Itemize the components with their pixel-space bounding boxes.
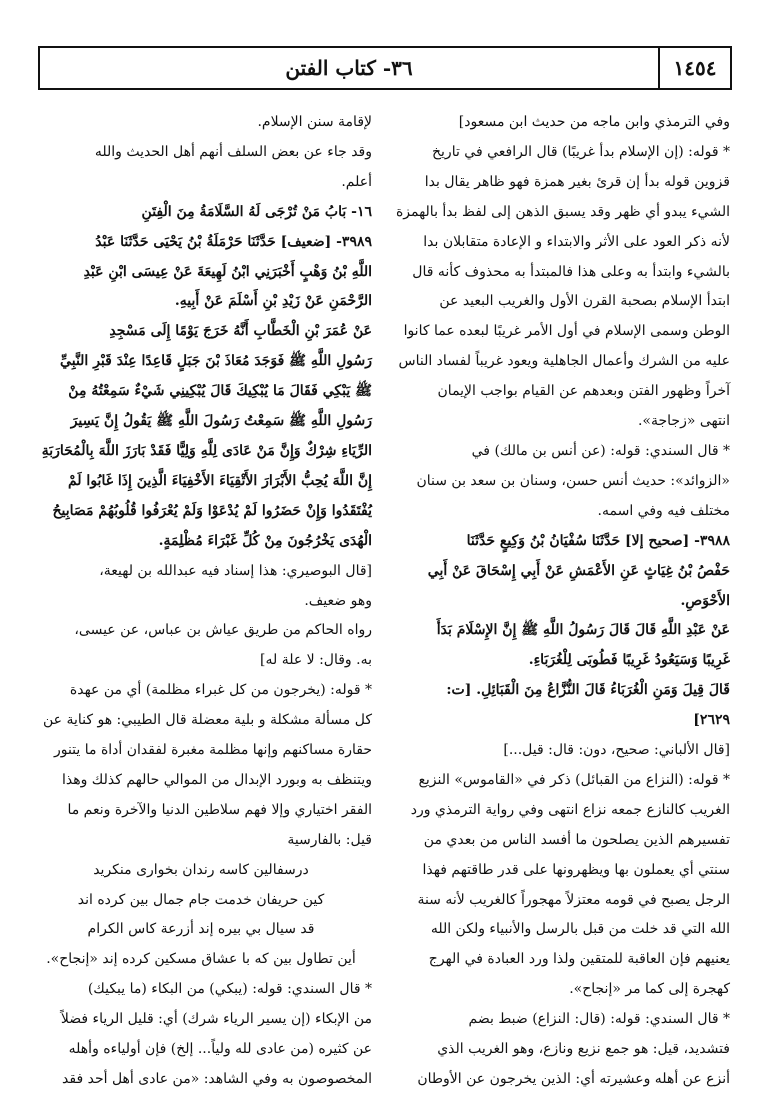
text-line: وقد جاء عن بعض السلف أنهم أهل الحديث والله [94, 143, 372, 160]
book-title: ٣٦- كتاب الفتن [285, 56, 413, 80]
text-line: المخصوصون به وفي الشاهد: «من عادى أهل أحد فقد [62, 1071, 372, 1087]
text-line: وهو ضعيف. [304, 592, 372, 609]
text-line: آخراً وظهور الفتن وبعدهم عن القيام بواجب الإيمان [437, 383, 730, 400]
text-line: كهجرة إلى كما مر «إنجاح». [569, 981, 730, 998]
text-line: لأنه ذكر العود على الأثر والابتداء و الإعادة متقابلان بدا [423, 233, 730, 250]
text-line: مختلف فيه وفي اسمه. [597, 502, 730, 519]
text-line: أعلم. [341, 173, 372, 190]
poem-line: قد سيال بي بيره إند أزرعة كاس الكرام [87, 921, 315, 938]
text-line: من الإبكاء (إن يسير الرياء شرك) أي: قليل الرياء فضلاً [60, 1011, 372, 1028]
text-line: سنتي أي يعملون بها ويظهرونها على قدر طاقتهم فهذا [422, 861, 730, 878]
hadith-line: إِنَّ اللَّهَ يُحِبُّ الأَبْرَارَ الأَتْقِيَاءَ الأَخْفِيَاءَ الَّذِينَ إِذَا غَابُوا لَمْ [67, 472, 372, 489]
commentary-line: * قال السندي: قوله: (يبكي) من البكاء (ما يبكيك) [87, 981, 372, 998]
hadith-line: الأَحْوَصِ. [680, 592, 730, 609]
text-line: لإقامة سنن الإسلام. [257, 114, 372, 130]
text-line: الرجل يصبح في قومه معتزلاً مهجوراً كالغريب لأنه سنة [417, 891, 730, 908]
hadith-line: عَنْ عَبْدِ اللَّهِ قَالَ قَالَ رَسُولُ اللَّهِ ﷺ إِنَّ الإِسْلَامَ بَدَأَ [436, 622, 730, 639]
hadith-line: قَالَ قِيلَ وَمَنِ الْغُرَبَاءُ قَالَ النُّزَّاعُ مِنَ الْقَبَائِلِ. [ت: [446, 682, 730, 699]
hadith-line: اللَّهِ بْنُ وَهْبٍ أَخْبَرَنِي ابْنُ لَهِيعَةَ عَنْ عِيسَى ابْنِ عَبْدِ [83, 263, 372, 280]
poem-line: أين تطاول بين كه با عشاق مسكين كرده إند «إنجاح». [46, 951, 356, 968]
text-line: ويتنظف به وبورد الإبدال من الموالي حالهم كذلك وهذا [61, 771, 372, 788]
text-line: فتشديد، قيل: هو جمع نزيع ونازع، وهو الغريب الذي [437, 1041, 730, 1058]
text-line: انتهى «زجاجة». [637, 413, 730, 430]
text-line: وفي الترمذي وابن ماجه من حديث ابن مسعود] [458, 114, 730, 130]
text-line: الوطن وسمى الإسلام في أول الأمر غريبًا لبعده عما كانوا [403, 323, 730, 340]
hadith-line: ٢٦٢٩] [693, 712, 730, 729]
grading-line: [قال الألباني: صحيح، دون: قال: قيل...] [503, 742, 730, 759]
text-line: «الزوائد»: حديث أنس حسن، وسنان بن سعد بن سنان [416, 472, 730, 489]
text-line: به. وقال: لا علة له] [260, 652, 372, 669]
hadith-line: غَرِيبًا وَسَيَعُودُ غَرِيبًا فَطُوبَى لِلْغُرَبَاءِ. [528, 652, 730, 669]
hadith-line: عَنْ عُمَرَ بْنِ الْخَطَّابِ أَنَّهُ خَرَجَ يَوْمًا إِلَى مَسْجِدِ [109, 323, 372, 340]
text-line: تفسيرهم الذين يصلحون ما أفسد الناس من بعدي من [423, 831, 730, 848]
page-number: ١٤٥٤ [658, 48, 730, 88]
commentary-line: * قوله: (النزاع من القبائل) ذكر في «القاموس» النزيع [418, 771, 730, 788]
hadith-line: الرِّيَاءِ شِرْكٌ وَإِنَّ مَنْ عَادَى لِلَّهِ وَلِيًّا فَقَدْ بَارَزَ اللَّهَ بِالْمُحَارَبَةِ [41, 442, 372, 459]
right-column [388, 108, 730, 1095]
hadith-line: رَسُولِ اللَّهِ ﷺ سَمِعْتُ رَسُولَ اللَّهِ ﷺ يَقُولُ إِنَّ يَسِيرَ [70, 413, 372, 430]
left-column [30, 108, 372, 1095]
hadith-line: حَفْصُ بْنُ غِيَاثٍ عَنِ الأَعْمَشِ عَنْ أَبِي إِسْحَاقَ عَنْ أَبِي [427, 562, 730, 579]
text-line: عن كثيره (من عادى لله ولياً... إلخ) فإن أولياءه وأهله [68, 1041, 372, 1058]
commentary-line: * قوله: (إن الإسلام بدأ غريبًا) قال الرافعي في تاريخ [432, 143, 730, 160]
text-line: قزوين قوله بدأ إن قرئ بغير همزة فهو ظاهر يقال بدا [424, 173, 730, 190]
text-line: حقارة مساكنهم وإنها مظلمة مغبرة لفقدان أداة ما يتنور [53, 742, 372, 759]
commentary-line: * قال السندي: قوله: (عن أنس بن مالك) في [471, 442, 730, 459]
hadith-number-line: ٣٩٨٨- [صحيح إلا] حَدَّثَنَا سُفْيَانُ بْنُ وَكِيعٍ حَدَّثَنَا [466, 532, 730, 549]
hadith-line: الْهُدَى يَخْرُجُونَ مِنْ كُلِّ غَبْرَاءَ مُظْلِمَةٍ. [158, 532, 372, 549]
text-line: أنزع عن أهله وعشيرته أي: الذين يخرجون عن الأوطان [417, 1071, 730, 1087]
hadith-line: ﷺ يَبْكِي فَقَالَ مَا يُبْكِيكَ قَالَ يُبْكِينِي شَيْءٌ سَمِعْتُهُ مِنْ [68, 383, 372, 400]
text-line: عليه من الشرك وأعمال الجاهلية ويعود غريباً لفساد الناس [398, 353, 730, 370]
text-line: الفقر اختياري وإلا فهم سلاطين الدنيا والآخرة ونعم ما [67, 801, 372, 818]
text-line: قيل: بالفارسية [287, 831, 372, 848]
chapter-heading: ١٦- بَابُ مَنْ تُرْجَى لَهُ السَّلَامَةُ مِنَ الْفِتَنِ [141, 203, 372, 220]
poem-line: كين حريفان خدمت جام جمال بين كرده اند [77, 891, 325, 908]
text-line: الغريب كالنازع جمعه نزاع انتهى وفي رواية الترمذي ورد [410, 801, 730, 818]
text-line: يعنيهم فإن العاقبة للمتقين ولذا ورد العبادة في الهرج [428, 951, 730, 968]
hadith-line: الرَّحْمَنِ عَنْ زَيْدِ بْنِ أَسْلَمَ عَنْ أَبِيهِ. [174, 293, 372, 310]
hadith-line: يُفْتَقَدُوا وَإِنْ حَضَرُوا لَمْ يُدْعَوْا وَلَمْ يُعْرَفُوا قُلُوبُهُمْ مَصَابِيحُ [52, 502, 372, 519]
hadith-number-line: ٣٩٨٩- [ضعيف] حَدَّثَنَا حَرْمَلَةُ بْنُ يَحْيَى حَدَّثَنَا عَبْدُ [95, 233, 372, 250]
hadith-line: رَسُولِ اللَّهِ ﷺ فَوَجَدَ مُعَاذَ بْنَ جَبَلٍ قَاعِدًا عِنْدَ قَبْرِ النَّبِيِّ [60, 353, 372, 370]
text-line: كل مسألة مشكلة و بلية معضلة قال الطيبي: هو كناية عن [43, 712, 372, 729]
text-line: رواه الحاكم من طريق عياش بن عباس، عن عيسى، [74, 622, 372, 639]
text-line: الله التي قد خلت من قبل بالرسل والأنبياء ولكن الله [430, 921, 730, 938]
page-header [38, 46, 732, 90]
poem-line: درسفالين كاسه رندان بخواری منكريد [93, 861, 309, 878]
text-line: الشيء يبدو أي ظهر وقد يسبق الذهن إلى لفظ بدأ بالهمزة [395, 203, 730, 220]
text-line: ابتدأ الإسلام بصحبة القرن الأول والغريب البعيد عن [439, 293, 730, 310]
commentary-line: * قال السندي: قوله: (قال: النزاع) ضبط بضم [468, 1011, 730, 1028]
commentary-line: * قوله: (يخرجون من كل غبراء مظلمة) أي من عهدة [69, 682, 372, 699]
grading-line: [قال البوصيري: هذا إسناد فيه عبدالله بن لهيعة، [99, 562, 372, 579]
text-line: بالشيء وابتدأ به وعلى هذا فالمبتدأ به محذوف كأنه قال [412, 263, 730, 280]
